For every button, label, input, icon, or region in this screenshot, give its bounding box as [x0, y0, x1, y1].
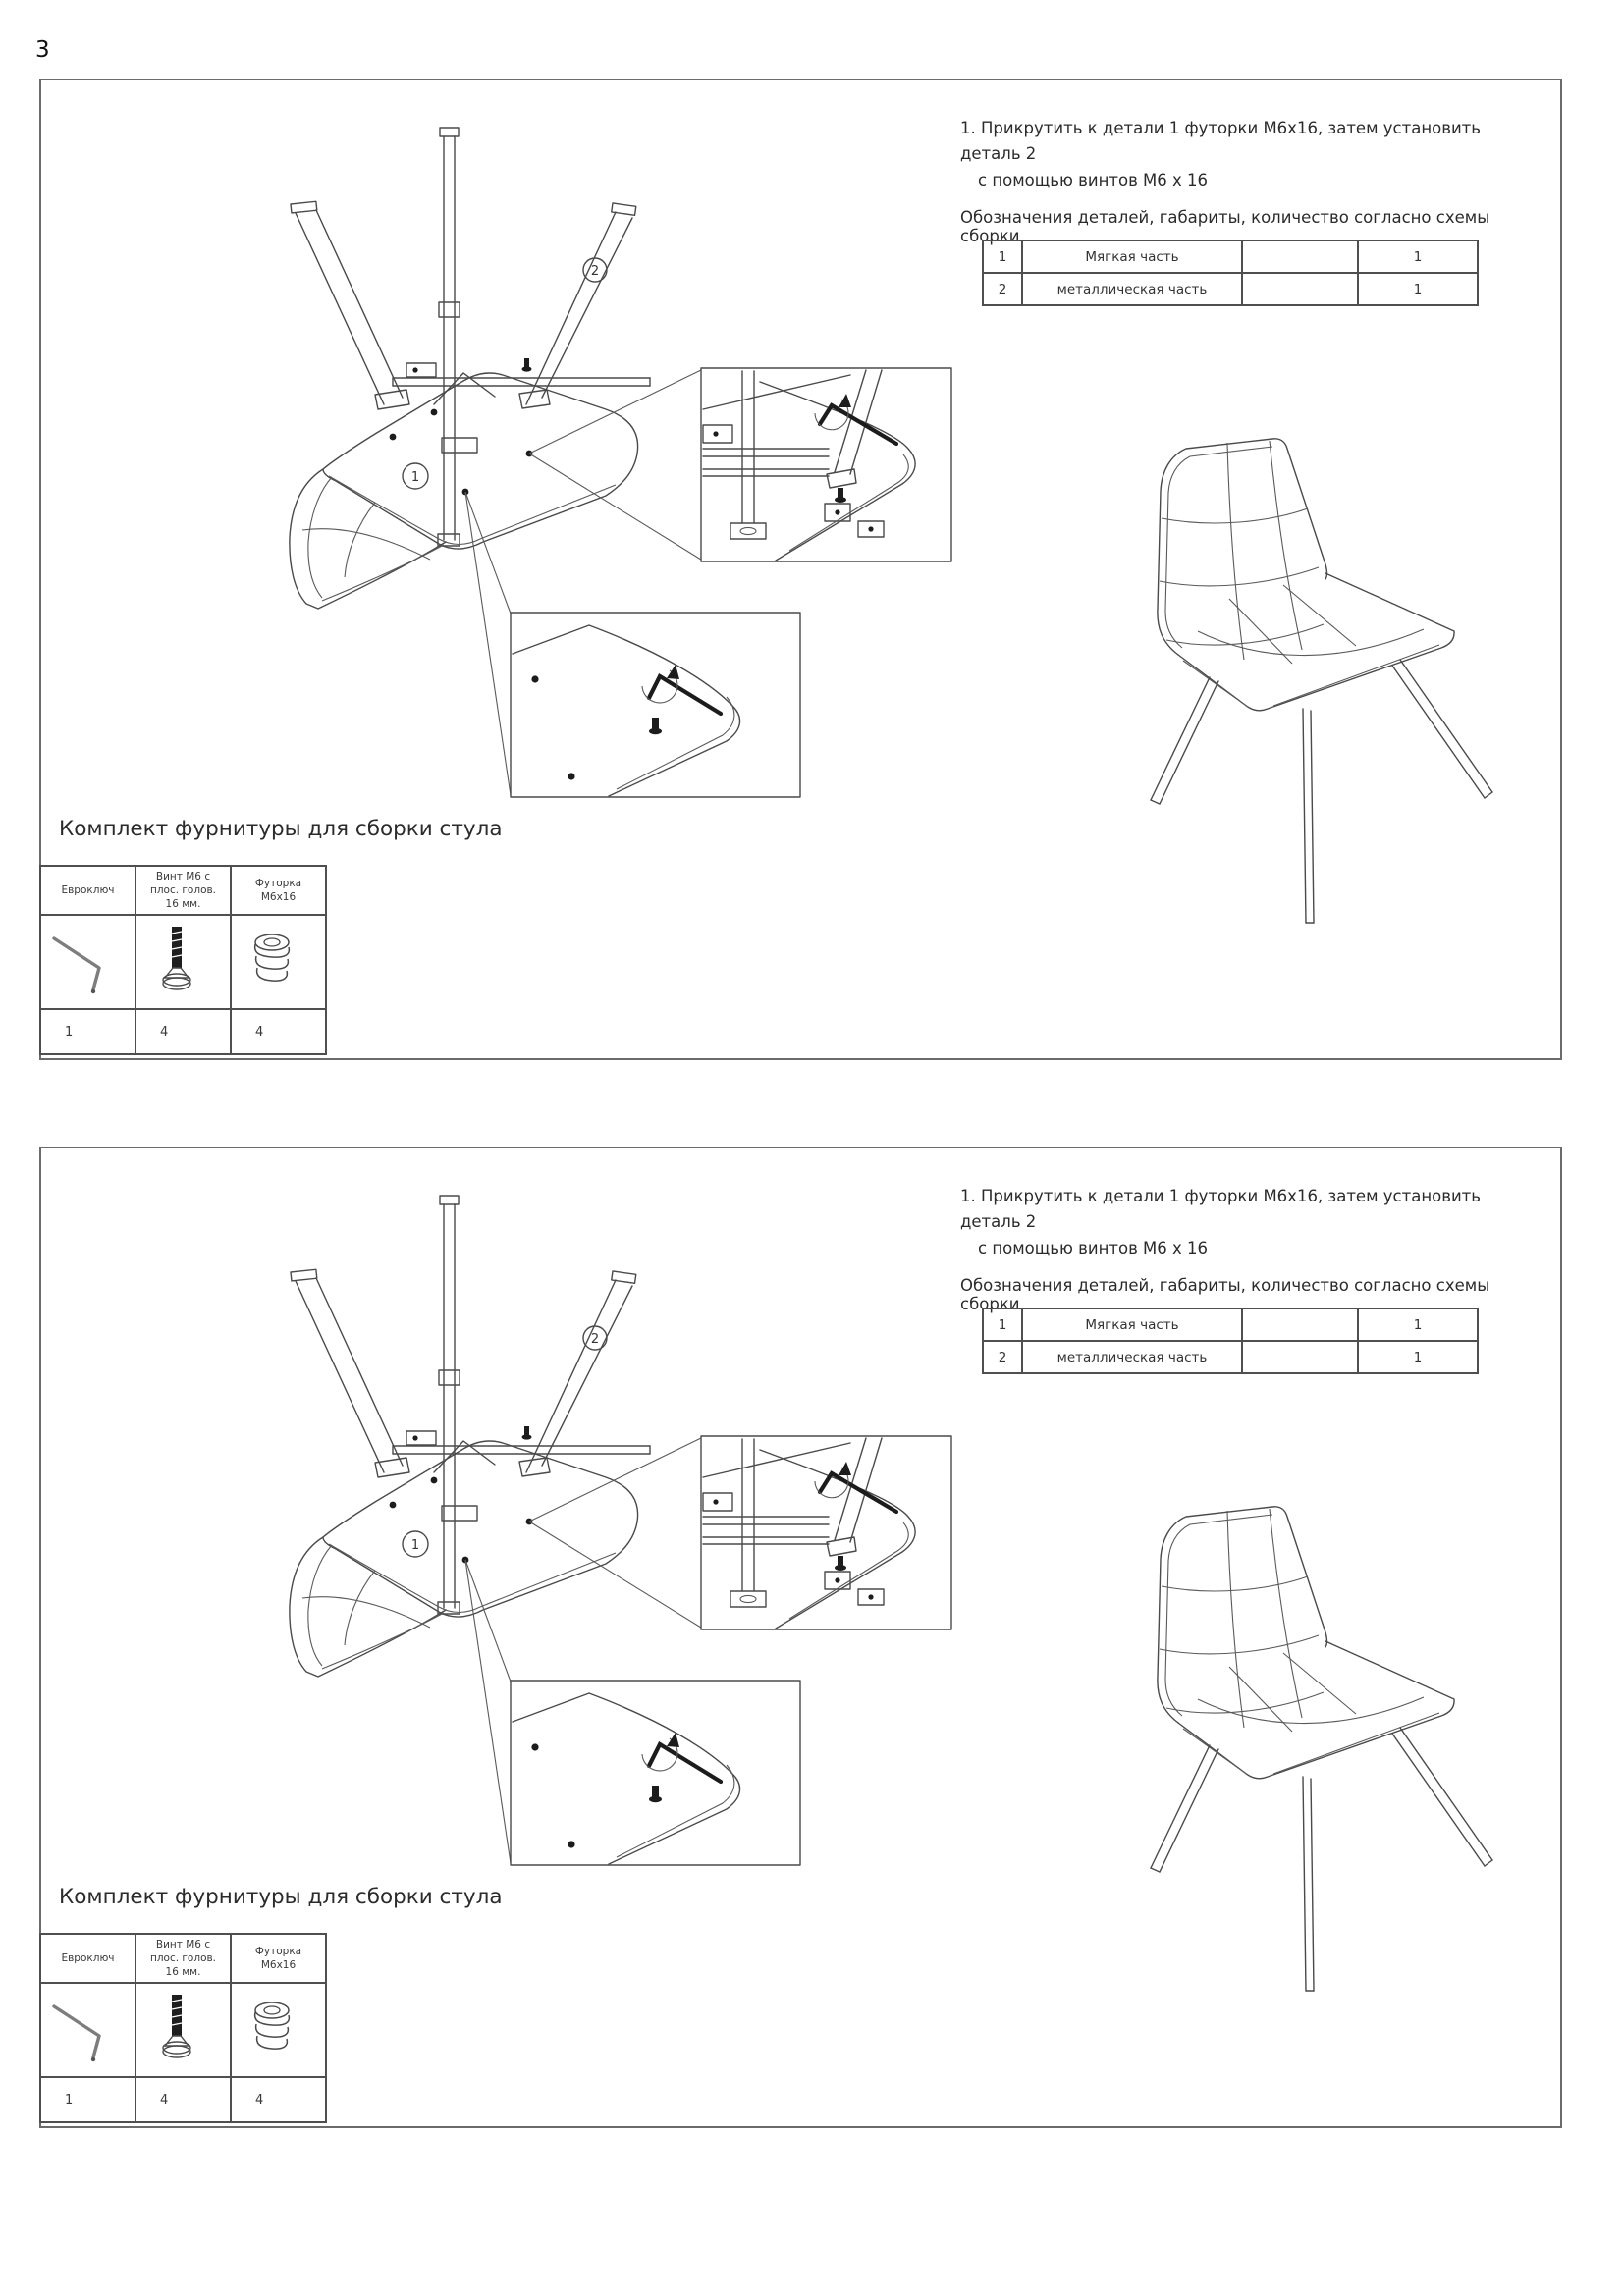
step-line-2: с помощью винтов М6 х 16: [978, 170, 1209, 189]
part-name: Мягкая часть: [1022, 240, 1242, 273]
detail-callout-1: [701, 1436, 951, 1629]
part-label-metal: [583, 258, 607, 282]
assembly-step: [960, 1184, 1540, 1261]
hardware-quantity: 1: [40, 2077, 135, 2122]
chair-seat: [1178, 1641, 1454, 1779]
hardware-table: [39, 1933, 327, 2123]
screw-icon: [137, 1989, 216, 2071]
hardware-name: Евроключ: [40, 1934, 135, 1983]
instruction-panel: [39, 79, 1562, 1060]
hardware-name: Футорка М6х16: [231, 1934, 326, 1983]
leader-lines: [465, 370, 701, 795]
insert-icon: [233, 1989, 311, 2071]
svg-text:2: 2: [590, 1332, 600, 1347]
seat-bottom: [323, 373, 638, 549]
part-quantity: 1: [1358, 1308, 1478, 1341]
hardware-kit-title: Комплект фурнитуры для сборки стула: [59, 1885, 503, 1909]
part-number: 2: [983, 273, 1022, 305]
hardware-quantity: 1: [40, 1009, 135, 1054]
svg-text:1: 1: [410, 1538, 420, 1553]
cross-rail: [393, 363, 650, 386]
parts-note: Обозначения деталей, габариты, количество согласно схемы сборки: [960, 208, 1490, 245]
part-number: 2: [983, 1341, 1022, 1373]
parts-note: Обозначения деталей, габариты, количество согласно схемы сборки: [960, 1276, 1490, 1313]
part-name: металлическая часть: [1022, 1341, 1242, 1373]
loose-screw: [522, 1426, 532, 1440]
hardware-quantity: 4: [135, 2077, 231, 2122]
instruction-panel: [39, 1147, 1562, 2128]
left-leg: [291, 201, 409, 409]
insert-icon: [233, 921, 311, 1003]
allen-key-icon: [815, 394, 896, 444]
hardware-qty-row: [40, 1009, 326, 1054]
hardware-name: Футорка М6х16: [231, 866, 326, 915]
hardware-image-row: [40, 1983, 326, 2077]
screw-icon: [137, 921, 216, 1003]
part-quantity: 1: [1358, 1341, 1478, 1373]
allen-key-icon: [815, 1462, 896, 1512]
hardware-kit-title: Комплект фурнитуры для сборки стула: [59, 817, 503, 841]
loose-screw: [522, 358, 532, 372]
table-row: [983, 1341, 1478, 1373]
assembly-drawing: [41, 1148, 984, 1934]
leader-lines: [465, 1438, 701, 1863]
step-line-2: с помощью винтов М6 х 16: [978, 1238, 1209, 1257]
allen-key-icon: [42, 1989, 121, 2071]
table-row: [983, 240, 1478, 273]
hardware-name: Винт М6 с плос. голов. 16 мм.: [135, 866, 231, 915]
left-leg: [291, 1269, 409, 1477]
chair-back: [1158, 439, 1327, 660]
part-dims: [1242, 273, 1358, 305]
part-quantity: 1: [1358, 273, 1478, 305]
center-post: [438, 1196, 477, 1614]
flipped-chair-drawing: [290, 128, 951, 797]
part-name: металлическая часть: [1022, 273, 1242, 305]
allen-key-icon: [42, 921, 121, 1003]
chair-seat: [1178, 573, 1454, 711]
table-row: [983, 1308, 1478, 1341]
chair-legs: [1151, 1728, 1492, 1991]
hardware-image-row: [40, 915, 326, 1009]
seat-bottom: [323, 1441, 638, 1617]
part-dims: [1242, 1341, 1358, 1373]
part-quantity: 1: [1358, 240, 1478, 273]
folded-back-flap: [290, 469, 446, 609]
detail-callout-2: [511, 1681, 800, 1865]
hardware-name: Винт М6 с плос. голов. 16 мм.: [135, 1934, 231, 1983]
hardware-quantity: 4: [231, 1009, 326, 1054]
part-dims: [1242, 1308, 1358, 1341]
hardware-qty-row: [40, 2077, 326, 2122]
detail-callout-2: [511, 613, 800, 797]
center-post: [438, 128, 477, 546]
folded-back-flap: [290, 1537, 446, 1677]
table-row: [983, 273, 1478, 305]
hardware-header-row: [40, 866, 326, 915]
parts-table: [982, 240, 1479, 306]
assembly-step: [960, 116, 1540, 193]
allen-key-icon: [642, 1733, 721, 1782]
hardware-quantity: 4: [231, 2077, 326, 2122]
hardware-table: [39, 865, 327, 1055]
step-line-1: 1. Прикрутить к детали 1 футорки М6х16, затем установить деталь 2: [960, 119, 1481, 164]
part-label-metal: [583, 1326, 607, 1350]
flipped-chair-drawing: [290, 1196, 951, 1865]
svg-text:2: 2: [590, 264, 600, 279]
assembled-chair-drawing: [1080, 393, 1551, 1031]
cross-rail: [393, 1431, 650, 1454]
part-name: Мягкая часть: [1022, 1308, 1242, 1341]
allen-key-icon: [642, 665, 721, 714]
page-number: 3: [35, 37, 50, 63]
assembled-chair-drawing: [1080, 1461, 1551, 2099]
part-number: 1: [983, 1308, 1022, 1341]
hardware-header-row: [40, 1934, 326, 1983]
part-label-soft: [403, 1531, 428, 1557]
chair-legs: [1151, 660, 1492, 923]
step-line-1: 1. Прикрутить к детали 1 футорки М6х16, затем установить деталь 2: [960, 1187, 1481, 1232]
assembly-drawing: [41, 80, 984, 866]
part-label-soft: [403, 463, 428, 489]
detail-callout-1: [701, 368, 951, 561]
hardware-quantity: 4: [135, 1009, 231, 1054]
chair-back: [1158, 1507, 1327, 1728]
part-dims: [1242, 240, 1358, 273]
part-number: 1: [983, 240, 1022, 273]
parts-table: [982, 1308, 1479, 1374]
hardware-name: Евроключ: [40, 866, 135, 915]
svg-text:1: 1: [410, 470, 420, 485]
